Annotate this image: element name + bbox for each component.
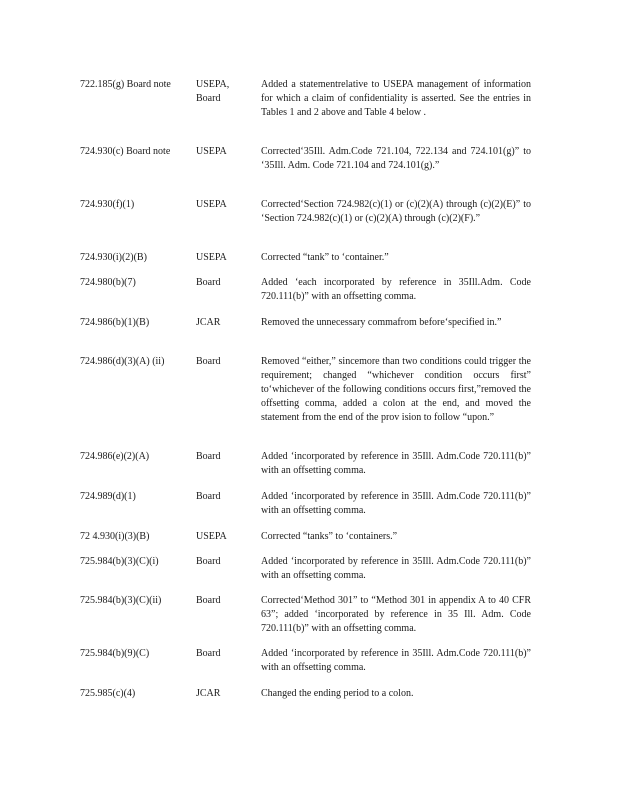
action-cell: Corrected‘35Ill. Adm.Code 721.104, 722.134 and 724.101(g)” to ‘35Ill. Adm. Code 721.104 and 724.101(g).”	[261, 146, 531, 171]
section-cell: 724.980(b)(7)	[80, 277, 136, 288]
action-cell: Removed “either,” sincemore than two conditions could trigger the requirement; changed “whichever condition occurs first” to‘whichever of the following conditions occurs first,”removed the offsetting comma, added a colon at the end, and moved the statement from the end of the prov ision to follow “upon.”	[261, 356, 531, 423]
action-cell: Corrected‘Method 301” to “Method 301 in appendix A to 40 CFR 63”; added ‘incorporated by reference in 35 Ill. Adm. Code 720.111(b)” with an offsetting comma.	[261, 595, 531, 634]
source-cell: Board	[196, 356, 221, 367]
source-cell: Board	[196, 491, 221, 502]
action-cell: Added ‘incorporated by reference in 35Ill. Adm.Code 720.111(b)” with an offsetting comma.	[261, 648, 531, 673]
action-cell: Corrected “tanks” to ‘containers.”	[261, 531, 398, 542]
section-cell: 724.986(b)(1)(B)	[80, 317, 150, 328]
source-cell: Board	[196, 451, 221, 462]
source-cell: Board	[196, 648, 221, 659]
section-cell: 725.984(b)(3)(C)(i)	[80, 556, 159, 567]
section-cell: 72 4.930(i)(3)(B)	[80, 531, 150, 542]
section-cell: 725.984(b)(9)(C)	[80, 648, 150, 659]
action-cell: Corrected‘Section 724.982(c)(1) or (c)(2)(A) through (c)(2)(E)” to ‘Section 724.982(c)(1) or (c)(2)(A) through (c)(2)(F).”	[261, 199, 531, 224]
section-cell: 724.930(c) Board note	[80, 146, 171, 157]
section-cell: 722.185(g) Board note	[80, 79, 171, 90]
source-cell: USEPA	[196, 199, 227, 210]
action-cell: Added ‘each incorporated by reference in 35Ill.Adm. Code 720.111(b)” with an offsetting comma.	[261, 277, 531, 302]
action-cell: Added a statementrelative to USEPA management of information for which a claim of confidentiality is asserted. See the entries in Tables 1 and 2 above and Table 4 below .	[261, 79, 531, 118]
action-cell: Changed the ending period to a colon.	[261, 688, 414, 699]
source-cell: Board	[196, 277, 221, 288]
action-cell: Added ‘incorporated by reference in 35Ill. Adm.Code 720.111(b)” with an offsetting comma.	[261, 491, 531, 516]
action-cell: Added ‘incorporated by reference in 35Ill. Adm.Code 720.111(b)” with an offsetting comma.	[261, 556, 531, 581]
section-cell: 724.930(i)(2)(B)	[80, 252, 147, 263]
action-cell: Corrected “tank” to ‘container.”	[261, 252, 389, 263]
section-cell: 724.986(d)(3)(A) (ii)	[80, 356, 165, 367]
source-cell: Board	[196, 556, 221, 567]
action-cell: Removed the unnecessary commafrom before‘specified in.”	[261, 317, 502, 328]
section-cell: 724.930(f)(1)	[80, 199, 135, 210]
section-cell: 725.985(c)(4)	[80, 688, 136, 699]
section-cell: 725.984(b)(3)(C)(ii)	[80, 595, 162, 606]
source-cell: USEPA	[196, 252, 227, 263]
source-cell: Board	[196, 595, 221, 606]
source-cell: USEPA, Board	[196, 79, 230, 104]
source-cell: USEPA	[196, 146, 227, 157]
source-cell: JCAR	[196, 688, 221, 699]
source-cell: JCAR	[196, 317, 221, 328]
source-cell: USEPA	[196, 531, 227, 542]
section-cell: 724.986(e)(2)(A)	[80, 451, 150, 462]
section-cell: 724.989(d)(1)	[80, 491, 136, 502]
action-cell: Added ‘incorporated by reference in 35Ill. Adm.Code 720.111(b)” with an offsetting comma.	[261, 451, 531, 476]
